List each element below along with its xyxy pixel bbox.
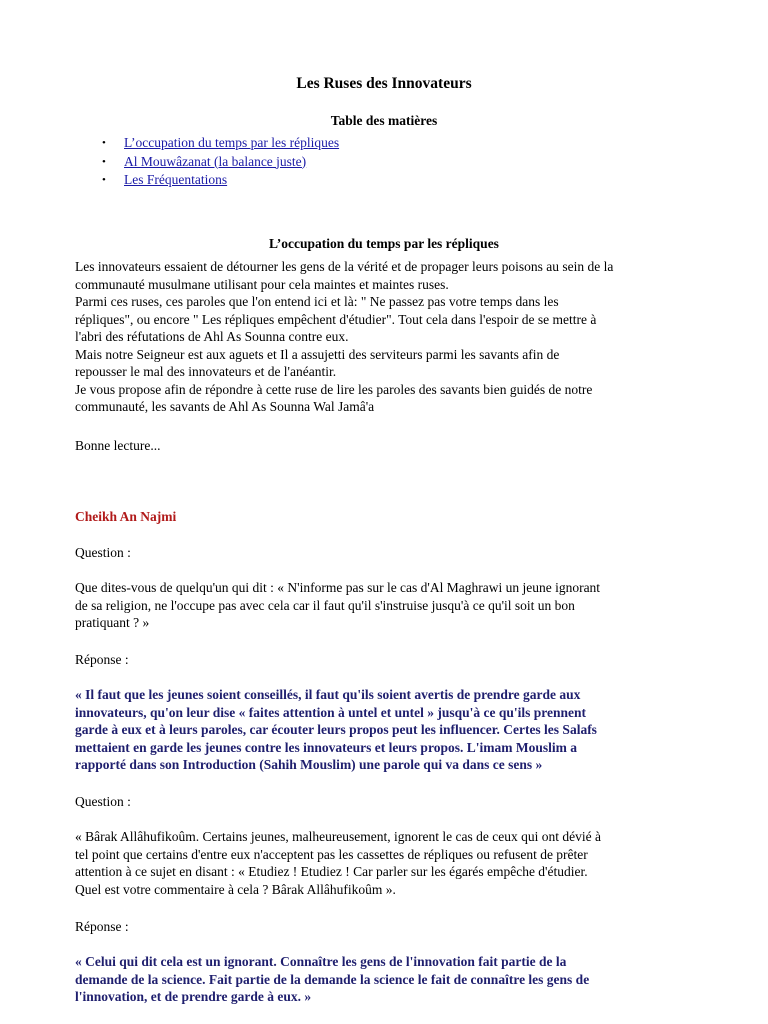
text-line: attention à ce sujet en disant : « Etudiez ! Etudiez ! Car parler sur les égarés empêche d'étudier. [75, 864, 588, 879]
text-line: tel point que certains d'entre eux n'acceptent pas les cassettes de répliques ou refusent de prêter [75, 846, 588, 862]
toc-link-mouwazanat[interactable]: Al Mouwâzanat (la balance juste) [124, 153, 307, 169]
answer-label [75, 651, 700, 669]
text-line: « Bârak Allâhufikoûm. Certains jeunes, malheureusement, ignorent le cas de ceux qui ont dévié à [75, 829, 601, 844]
text-line: Que dites-vous de quelqu'un qui dit : « N'informe pas sur le cas d'Al Maghrawi un jeune ignorant [75, 580, 601, 595]
text-line: Question : [75, 545, 131, 560]
text-line: Cheikh An Najmi [75, 509, 177, 524]
text-line: demande de la science. Fait partie de la demande la science le fait de connaître les gens de [75, 971, 590, 987]
question-label [75, 793, 700, 811]
text-line: répliques", ou encore " Les répliques empêchent d'étudier". Tout cela dans l'espoir de se mettre à [75, 311, 597, 327]
text-line: Réponse : [75, 919, 129, 934]
text-line: « Celui qui dit cela est un ignorant. Connaître les gens de l'innovation fait partie de la [75, 954, 567, 969]
text-line: pratiquant ? » [75, 615, 150, 630]
text-line: l'abri des réfutations de Ahl As Sounna contre eux. [75, 329, 349, 344]
scholar-name [75, 508, 700, 526]
text-line: rapporté dans son Introduction (Sahih Mouslim) une parole qui va dans ce sens » [75, 757, 543, 772]
section-heading: L’occupation du temps par les répliques [269, 236, 499, 251]
question-text [75, 579, 700, 632]
question-text [75, 828, 700, 898]
bullet-icon: • [102, 137, 106, 149]
table-of-contents [100, 134, 339, 190]
text-line: Je vous propose afin de répondre à cette ruse de lire les paroles des savants bien guidés de notre [75, 381, 593, 397]
answer-label [75, 918, 700, 936]
answer-text [75, 686, 700, 774]
intro-paragraph [75, 258, 700, 416]
toc-item [100, 134, 339, 153]
question-label [75, 544, 700, 562]
text-line: garde à eux et à leurs paroles, car écouter leurs propos peut les influencer. Certes les Salafs [75, 722, 597, 737]
bullet-icon: • [102, 174, 106, 186]
text-line: communauté, les savants de Ahl As Sounna Wal Jamâ'a [75, 399, 375, 414]
text-line: Question : [75, 794, 131, 809]
toc-link-occupation[interactable]: L’occupation du temps par les répliques [124, 135, 340, 150]
answer-text [75, 953, 700, 1006]
text-line: Les innovateurs essaient de détourner les gens de la vérité et de propager leurs poisons au sein de la [75, 259, 614, 274]
text-line: Bonne lecture... [75, 438, 161, 453]
text-line: Réponse : [75, 652, 129, 667]
closing-text [75, 437, 700, 455]
text-line: Parmi ces ruses, ces paroles que l'on entend ici et là: " Ne passez pas votre temps dans les [75, 294, 559, 309]
text-line: innovateurs, qu'on leur dise « faites attention à untel et untel » jusqu'à ce qu'ils prennent [75, 704, 587, 720]
toc-item [100, 171, 339, 190]
toc-item [100, 153, 339, 172]
text-line: Mais notre Seigneur est aux aguets et Il a assujetti des serviteurs parmi les savants afin de [75, 346, 560, 362]
toc-link-frequentations[interactable]: Les Fréquentations [124, 172, 228, 187]
text-line: l'innovation, et de prendre garde à eux. » [75, 989, 312, 1004]
text-line: « Il faut que les jeunes soient conseillés, il faut qu'ils soient avertis de prendre garde aux [75, 687, 581, 702]
toc-heading: Table des matières [330, 113, 438, 128]
text-line: de sa religion, ne l'occupe pas avec cela car il faut qu'il s'instruise jusqu'à ce qu'il soit un bon [75, 597, 575, 613]
document-title: Les Ruses des Innovateurs [296, 75, 472, 92]
text-line: communauté musulmane utilisant pour cela maintes et maintes ruses. [75, 276, 449, 292]
text-line: repousser le mal des innovateurs et de l'anéantir. [75, 364, 337, 379]
text-line: Quel est votre commentaire à cela ? Bârak Allâhufikoûm ». [75, 881, 396, 897]
bullet-icon: • [102, 155, 106, 168]
text-line: mettaient en garde les jeunes contre les innovateurs et leurs propos. L'imam Mouslim a [75, 739, 577, 755]
